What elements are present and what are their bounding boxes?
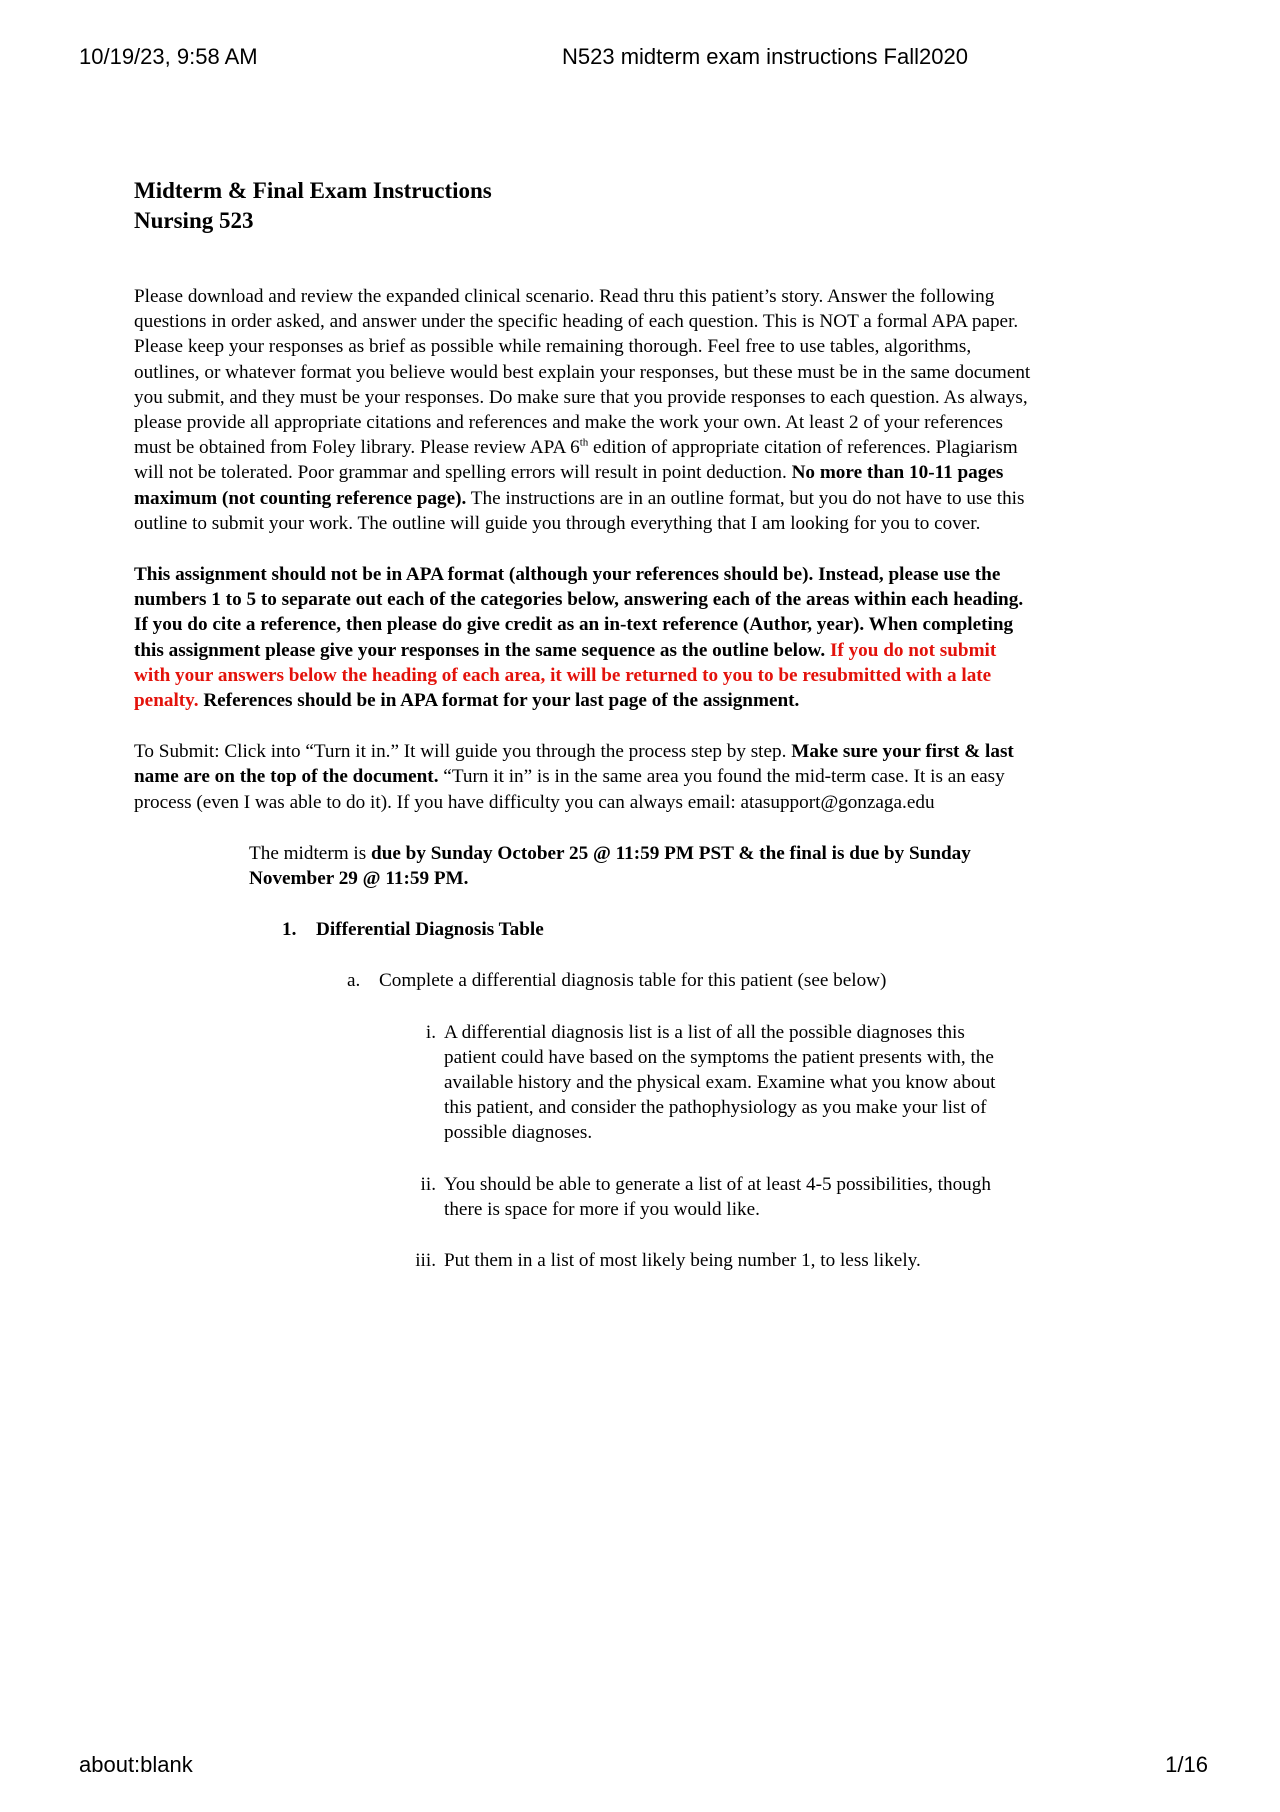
section-1-item-a bbox=[347, 968, 1034, 993]
late-penalty-warning: If you do not submit with your answers below the heading of each area, it will be returned to you to be resubmitted with a late penalty. bbox=[134, 639, 997, 712]
submit-paragraph bbox=[134, 739, 1034, 815]
item-iii-label: iii. bbox=[415, 1250, 436, 1272]
section-1-item-ii bbox=[404, 1172, 1004, 1222]
para3-text-a: To Submit: Click into “Turn it in.” It will guide you through the process step by step. bbox=[134, 741, 792, 763]
para1-text-c: The instructions are in an outline format, but you do not have to use this outline to submit your work. The outline will guide you through everything that I am looking for you to cover. bbox=[134, 487, 1025, 534]
item-i-label: i. bbox=[425, 1021, 436, 1043]
item-i-text: A differential diagnosis list is a list of all the possible diagnoses this patient could have based on the symptoms the patient presents with, the available history and the physical exam. Examine what you know about this patient, and consider the pathophysiology as you make your list of possible diagnoses. bbox=[444, 1021, 996, 1144]
format-paragraph bbox=[134, 562, 1034, 713]
para1-text-a: Please download and review the expanded clinical scenario. Read thru this patient’s story. Answer the following questions in order asked, and answer under the specific heading of each question. This is NOT a formal APA paper. Please keep your responses as brief as possible while remaining thorough. Feel free to use tables, algorithms, outlines, or whatever format you believe would best explain your responses, but these must be in the same document you submit, and they must be your responses. Do make sure that you provide responses to each question. As always, please provide all appropriate citations and references and make the work your own. At least 2 of your references must be obtained from Foley library. Please review APA 6 bbox=[134, 286, 1031, 459]
section-1-number: 1. bbox=[282, 919, 297, 941]
print-page-number: 1/16 bbox=[1165, 1752, 1208, 1777]
instructions-paragraph bbox=[134, 284, 1034, 536]
item-a-text: Complete a differential diagnosis table for this patient (see below) bbox=[379, 970, 887, 992]
title-line-2: Nursing 523 bbox=[134, 208, 254, 233]
para2-text-a: This assignment should not be in APA format (although your references should be). Instead, please use the numbers 1 to 5 to separate out each of the categories below, answering each of the areas within each heading. If you do cite a reference, then please do give credit as an in-text reference (Author, year). When completing this assignment please give your responses in the same sequence as the outline below. bbox=[134, 564, 1024, 661]
item-a-label: a. bbox=[347, 970, 361, 992]
print-datetime: 10/19/23, 9:58 AM bbox=[79, 44, 258, 69]
document-body bbox=[134, 176, 1034, 1273]
section-1-title: Differential Diagnosis Table bbox=[316, 919, 544, 941]
document-title bbox=[134, 176, 1034, 236]
para2-text-b: References should be in APA format for your last page of the assignment. bbox=[198, 690, 800, 712]
due-date-paragraph bbox=[249, 841, 1019, 891]
section-1-heading bbox=[282, 917, 1034, 942]
item-ii-label: ii. bbox=[420, 1173, 436, 1195]
item-ii-text: You should be able to generate a list of at least 4-5 possibilities, though there is space for more if you would like. bbox=[444, 1173, 991, 1220]
print-url: about:blank bbox=[79, 1752, 193, 1777]
print-document-title: N523 midterm exam instructions Fall2020 bbox=[562, 44, 968, 69]
section-1-item-i bbox=[404, 1020, 1004, 1146]
due-text-a: The midterm is bbox=[249, 842, 372, 864]
name-requirement-text: Make sure your first & last name are on the top of the document. bbox=[134, 741, 1014, 788]
page-limit-text: No more than 10-11 pages maximum (not counting reference page). bbox=[134, 462, 1004, 509]
item-iii-text: Put them in a list of most likely being number 1, to less likely. bbox=[444, 1250, 921, 1272]
para3-text-b: “Turn it in” is in the same area you found the mid-term case. It is an easy process (even I was able to do it). If you have difficulty you can always email: atasupport@gonzaga.edu bbox=[134, 766, 1005, 813]
title-line-1: Midterm & Final Exam Instructions bbox=[134, 178, 492, 203]
due-date-text: due by Sunday October 25 @ 11:59 PM PST & the final is due by Sunday November 29 @ 11:59 PM. bbox=[249, 842, 971, 890]
section-1-item-iii bbox=[404, 1248, 1004, 1273]
para1-text-b: edition of appropriate citation of references. Plagiarism will not be tolerated. Poor grammar and spelling errors will result in point deduction. bbox=[134, 437, 1018, 484]
para1-superscript: th bbox=[579, 436, 589, 449]
